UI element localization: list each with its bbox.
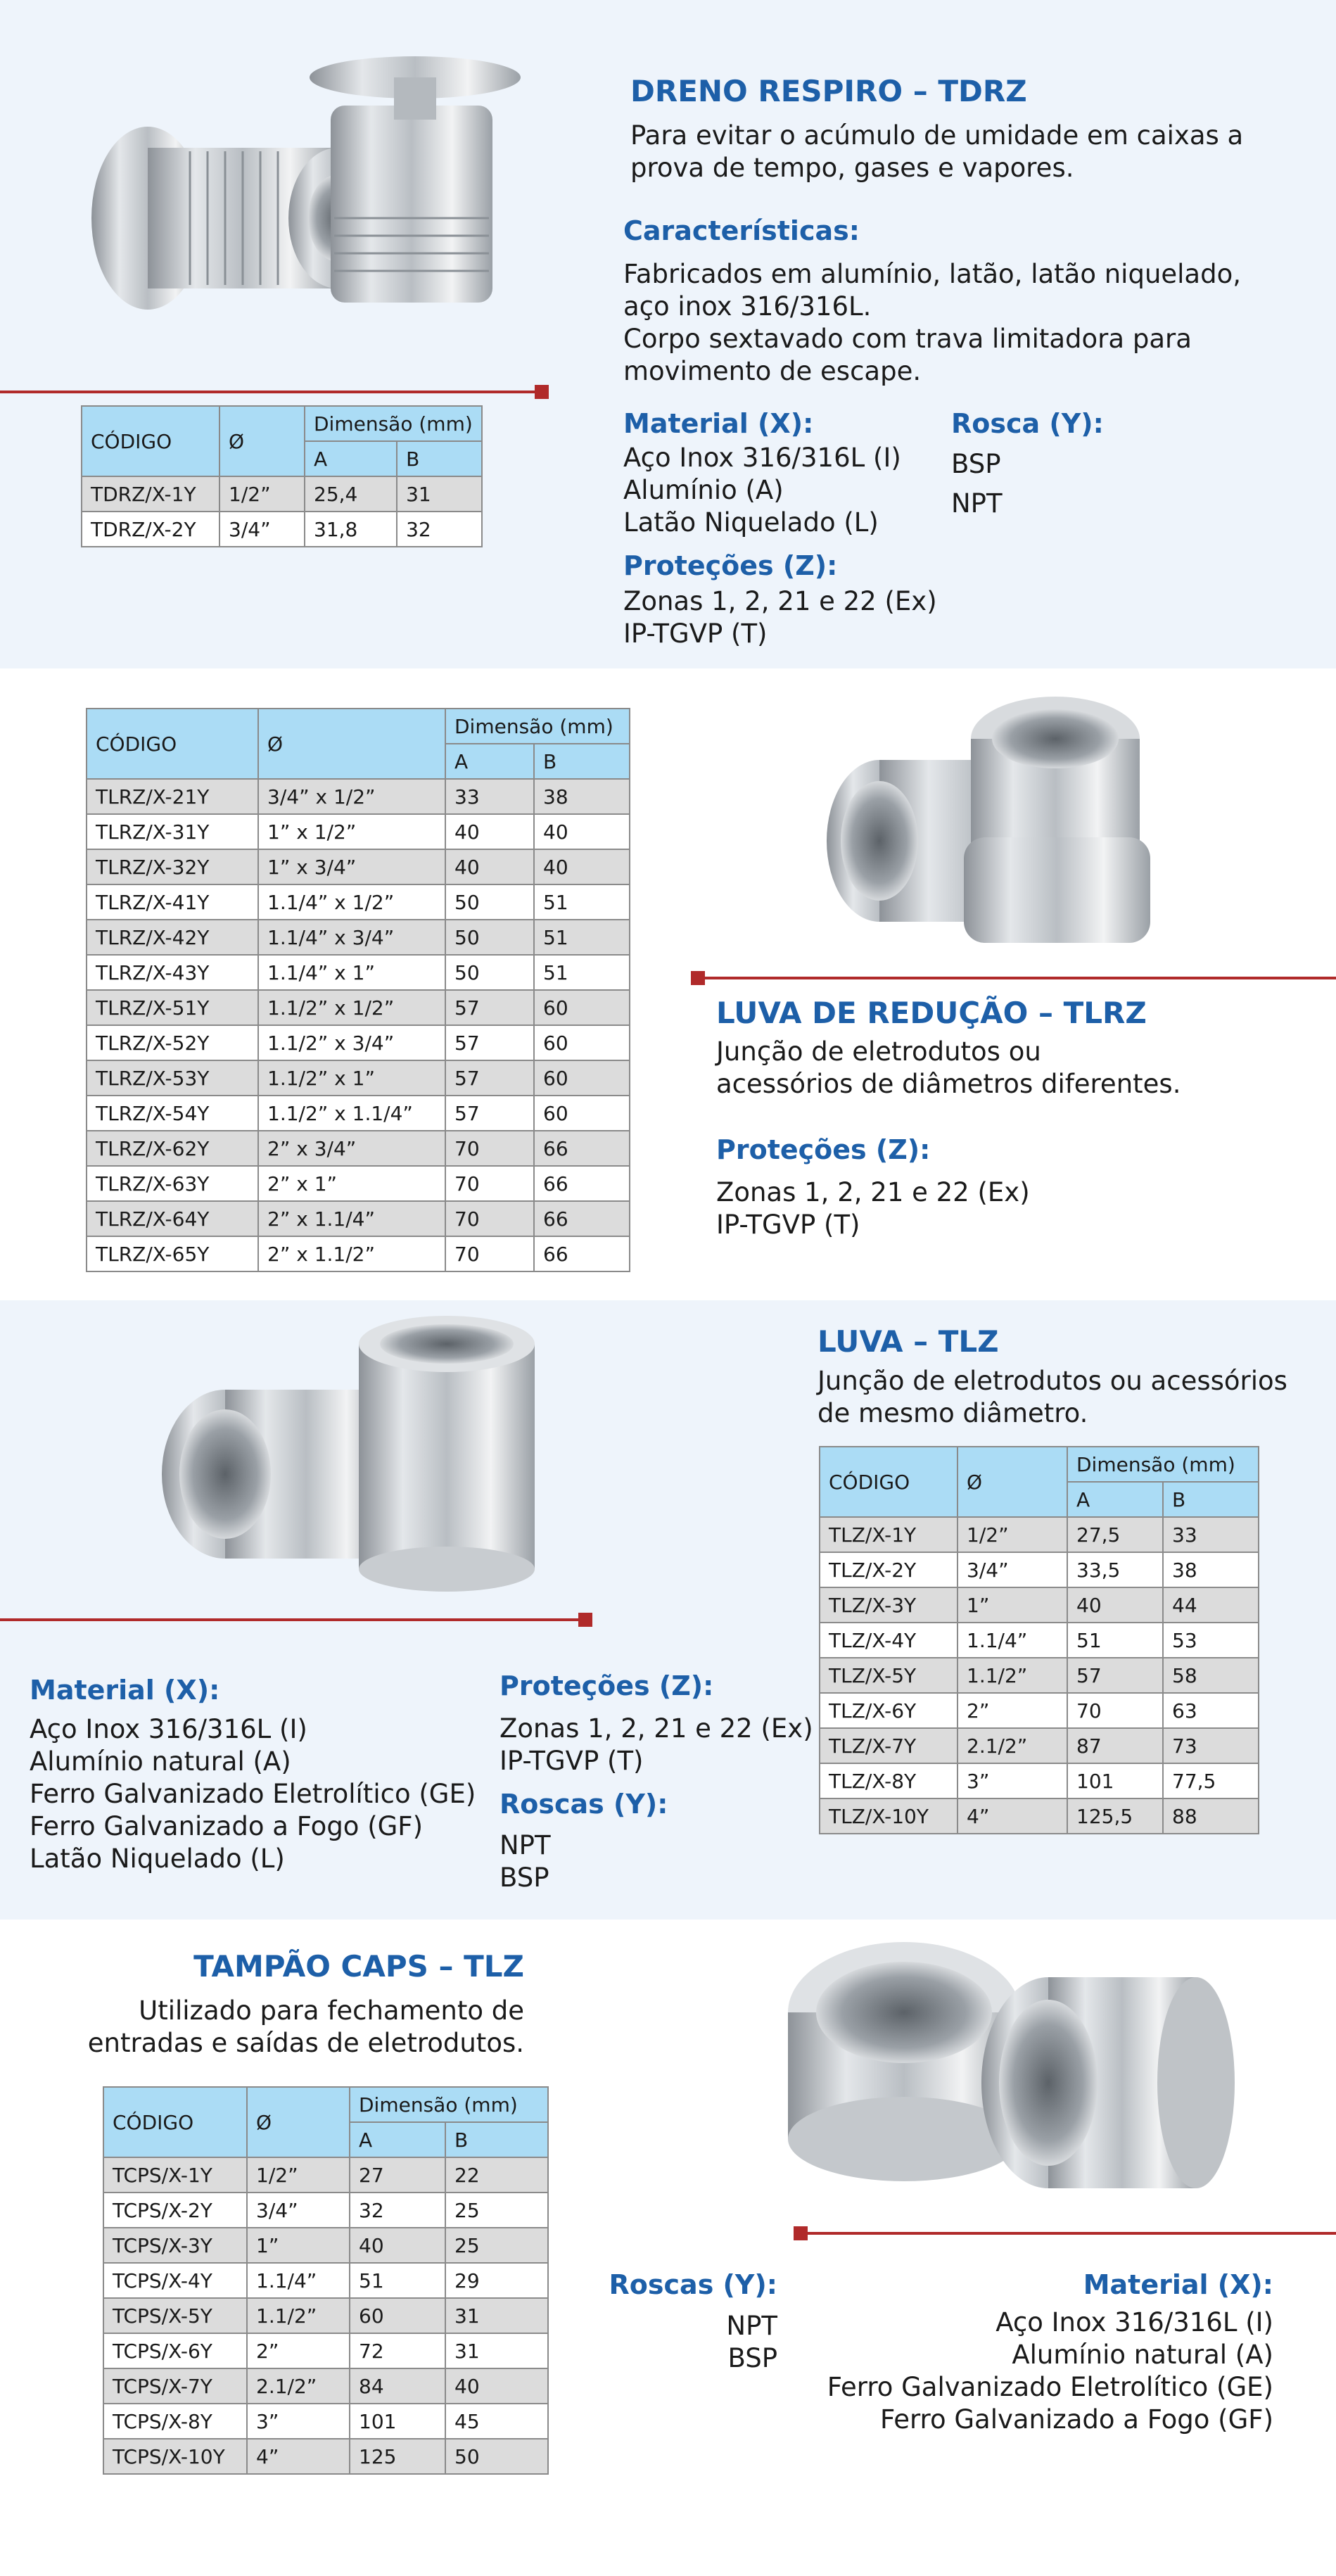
tcps-desc-line: entradas e saídas de eletrodutos. [87,2028,524,2058]
table-row [103,2157,548,2193]
tdrz-protecao-item: IP-TGVP (T) [623,618,768,649]
cell-a: 50 [445,920,534,955]
cell-diametro: 2.1/2” [958,1728,1067,1763]
cell-diametro: 2.1/2” [247,2368,350,2404]
cell-diametro: 2” x 1.1/4” [258,1201,445,1236]
cell-codigo: TLZ/X-8Y [820,1763,958,1798]
cell-diametro: 3/4” [958,1552,1067,1587]
cell-diametro: 1.1/4” [247,2263,350,2298]
tlrz-divider-line [696,977,1336,979]
table-row [82,512,482,547]
cell-codigo: TLRZ/X-21Y [87,779,258,814]
cell-a: 40 [445,814,534,849]
table-row [87,1201,630,1236]
table-row [87,1236,630,1271]
table-row [87,1060,630,1096]
cell-codigo: TLRZ/X-54Y [87,1096,258,1131]
table-row [87,814,630,849]
cell-diametro: 3/4” [220,512,305,547]
tlz-material-item: Alumínio natural (A) [30,1746,291,1777]
cell-diametro: 1.1/4” x 3/4” [258,920,445,955]
cell-b: 66 [534,1166,630,1201]
tlz-material-item: Ferro Galvanizado a Fogo (GF) [30,1811,424,1841]
tlrz-protecoes-title: Proteções (Z): [716,1134,931,1165]
tlz-roscas-title: Roscas (Y): [500,1789,668,1820]
tcps-roscas-list [563,2310,777,2375]
col-header-diametro: Ø [220,406,305,476]
tdrz-caracteristicas [623,258,1241,388]
tcps-divider-marker [794,2226,808,2240]
cell-codigo: TCPS/X-3Y [103,2228,247,2263]
tdrz-material-item: Alumínio (A) [623,475,784,505]
cell-diametro: 1.1/2” x 1.1/4” [258,1096,445,1131]
cell-codigo: TCPS/X-1Y [103,2157,247,2193]
cell-diametro: 1/2” [958,1517,1067,1552]
cell-diametro: 2” x 3/4” [258,1131,445,1166]
col-header-diametro: Ø [958,1447,1067,1517]
tcps-material-item: Ferro Galvanizado Eletrolítico (GE) [827,2372,1273,2402]
cell-codigo: TLZ/X-6Y [820,1693,958,1728]
table-row [103,2263,548,2298]
tdrz-divider-line [0,391,542,393]
cell-b: 60 [534,1096,630,1131]
col-header-dimensao: Dimensão (mm) [350,2087,548,2122]
tcps-divider-line [802,2232,1336,2235]
col-header-a: A [305,441,397,476]
table-row [103,2333,548,2368]
tcps-material-list [781,2307,1273,2436]
cell-a: 70 [445,1131,534,1166]
cell-a: 40 [1067,1587,1163,1623]
cell-codigo: TLRZ/X-63Y [87,1166,258,1201]
col-header-a: A [445,744,534,779]
tdrz-spec-table [81,405,483,547]
cell-b: 58 [1163,1658,1259,1693]
tlz-divider-line [0,1618,587,1621]
cell-b: 22 [445,2157,548,2193]
tdrz-rosca-item: BSP [951,449,1001,479]
tcps-desc-line: Utilizado para fechamento de [139,1996,524,2026]
cell-diametro: 1.1/4” x 1” [258,955,445,990]
cell-codigo: TCPS/X-4Y [103,2263,247,2298]
cell-a: 57 [445,1096,534,1131]
cell-diametro: 1” [247,2228,350,2263]
tlz-material-item: Latão Niquelado (L) [30,1844,285,1874]
tdrz-product-image [49,56,556,366]
cell-diametro: 1” x 1/2” [258,814,445,849]
cell-codigo: TLZ/X-1Y [820,1517,958,1552]
cell-b: 51 [534,920,630,955]
cell-a: 50 [445,884,534,920]
cell-a: 40 [445,849,534,884]
cell-codigo: TCPS/X-7Y [103,2368,247,2404]
tlz-material-item: Aço Inox 316/316L (I) [30,1714,307,1744]
col-header-a: A [1067,1482,1163,1517]
cell-b: 32 [397,512,482,547]
tdrz-caracteristicas-title: Características: [623,215,860,246]
cell-diametro: 1.1/2” x 1” [258,1060,445,1096]
tcps-rosca-item: BSP [727,2343,777,2373]
cell-diametro: 1/2” [247,2157,350,2193]
cell-diametro: 2” [247,2333,350,2368]
cell-a: 25,4 [305,476,397,512]
table-row [820,1763,1259,1798]
col-header-b: B [534,744,630,779]
cell-codigo: TLZ/X-5Y [820,1658,958,1693]
cell-a: 40 [350,2228,445,2263]
cell-codigo: TLZ/X-4Y [820,1623,958,1658]
col-header-dimensao: Dimensão (mm) [1067,1447,1259,1482]
cell-diametro: 3” [247,2404,350,2439]
cell-b: 40 [445,2368,548,2404]
cell-diametro: 1” [958,1587,1067,1623]
tdrz-material-list [623,442,901,539]
table-row [103,2298,548,2333]
tcps-material-item: Ferro Galvanizado a Fogo (GF) [879,2404,1273,2435]
tlrz-description [716,1036,1181,1100]
cell-diametro: 1.1/2” [247,2298,350,2333]
col-header-dimensao: Dimensão (mm) [305,406,482,441]
table-row [87,1025,630,1060]
tlz-divider-marker [578,1613,592,1627]
cell-a: 57 [1067,1658,1163,1693]
cell-a: 70 [445,1236,534,1271]
table-row [103,2228,548,2263]
cell-b: 88 [1163,1798,1259,1834]
tlrz-spec-table [86,708,630,1272]
cell-codigo: TLRZ/X-31Y [87,814,258,849]
cell-b: 31 [445,2333,548,2368]
cell-codigo: TCPS/X-6Y [103,2333,247,2368]
cell-b: 45 [445,2404,548,2439]
col-header-diametro: Ø [247,2087,350,2157]
cell-diametro: 2” [958,1693,1067,1728]
col-header-b: B [445,2122,548,2157]
cell-codigo: TLRZ/X-53Y [87,1060,258,1096]
cell-a: 57 [445,990,534,1025]
col-header-codigo: CÓDIGO [82,406,220,476]
cell-b: 66 [534,1236,630,1271]
table-row [87,779,630,814]
cell-diametro: 2” x 1.1/2” [258,1236,445,1271]
cell-a: 72 [350,2333,445,2368]
col-header-a: A [350,2122,445,2157]
cell-b: 51 [534,884,630,920]
tdrz-rosca-item: NPT [951,488,1003,519]
tdrz-desc-line: Para evitar o acúmulo de umidade em caixas a [630,120,1244,151]
cell-b: 66 [534,1201,630,1236]
tdrz-rosca-list [951,448,1003,520]
tlrz-title: LUVA DE REDUÇÃO – TLRZ [716,996,1147,1030]
cell-b: 40 [534,849,630,884]
cell-a: 57 [445,1060,534,1096]
table-row [87,955,630,990]
tdrz-carac-line: aço inox 316/316L. [623,291,872,322]
cell-a: 31,8 [305,512,397,547]
cell-codigo: TCPS/X-2Y [103,2193,247,2228]
tlz-roscas-list [500,1829,551,1894]
cell-b: 25 [445,2228,548,2263]
table-row [87,990,630,1025]
cell-b: 63 [1163,1693,1259,1728]
tdrz-material-title: Material (X): [623,408,814,439]
table-row [820,1693,1259,1728]
cell-b: 25 [445,2193,548,2228]
cell-codigo: TCPS/X-8Y [103,2404,247,2439]
col-header-codigo: CÓDIGO [87,709,258,779]
cell-diametro: 4” [958,1798,1067,1834]
cell-codigo: TLZ/X-2Y [820,1552,958,1587]
cell-b: 60 [534,1060,630,1096]
cell-codigo: TLRZ/X-62Y [87,1131,258,1166]
cell-codigo: TLRZ/X-52Y [87,1025,258,1060]
cell-a: 70 [1067,1693,1163,1728]
cell-a: 57 [445,1025,534,1060]
table-row [103,2368,548,2404]
cell-diametro: 3/4” x 1/2” [258,779,445,814]
cell-diametro: 1.1/2” x 1/2” [258,990,445,1025]
cell-codigo: TCPS/X-10Y [103,2439,247,2474]
cell-a: 125 [350,2439,445,2474]
tdrz-protecao-item: Zonas 1, 2, 21 e 22 (Ex) [623,586,937,616]
cell-a: 101 [1067,1763,1163,1798]
cell-diametro: 1/2” [220,476,305,512]
tcps-roscas-title: Roscas (Y): [609,2269,777,2300]
tlrz-product-image [816,675,1252,957]
cell-b: 66 [534,1131,630,1166]
cell-b: 31 [445,2298,548,2333]
tcps-spec-table [103,2086,549,2475]
cell-codigo: TLRZ/X-43Y [87,955,258,990]
cell-a: 70 [445,1166,534,1201]
cell-b: 53 [1163,1623,1259,1658]
cell-a: 33 [445,779,534,814]
cell-codigo: TLRZ/X-42Y [87,920,258,955]
cell-b: 44 [1163,1587,1259,1623]
tlz-desc-line: Junção de eletrodutos ou acessórios [817,1366,1287,1396]
tlz-material-list [30,1713,476,1875]
table-row [820,1728,1259,1763]
cell-diametro: 1” x 3/4” [258,849,445,884]
cell-a: 27 [350,2157,445,2193]
tlrz-divider-marker [691,971,705,985]
col-header-codigo: CÓDIGO [820,1447,958,1517]
col-header-b: B [1163,1482,1259,1517]
tcps-title: TAMPÃO CAPS – TLZ [193,1949,524,1984]
cell-b: 38 [534,779,630,814]
cell-a: 101 [350,2404,445,2439]
cell-diametro: 1.1/2” x 3/4” [258,1025,445,1060]
cell-codigo: TLRZ/X-65Y [87,1236,258,1271]
tlz-rosca-item: NPT [500,1830,551,1860]
table-row [87,1096,630,1131]
tlz-title: LUVA – TLZ [817,1324,999,1359]
tlrz-protecoes-list [716,1176,1030,1241]
col-header-diametro: Ø [258,709,445,779]
table-row [87,849,630,884]
tdrz-divider-marker [535,385,549,399]
col-header-codigo: CÓDIGO [103,2087,247,2157]
cell-codigo: TLRZ/X-51Y [87,990,258,1025]
cell-b: 31 [397,476,482,512]
tlz-spec-table [819,1446,1259,1834]
tdrz-material-item: Latão Niquelado (L) [623,507,879,538]
cell-b: 73 [1163,1728,1259,1763]
tlrz-desc-line: acessórios de diâmetros diferentes. [716,1069,1181,1099]
tcps-product-image [781,1914,1245,2238]
cell-diametro: 1.1/2” [958,1658,1067,1693]
cell-a: 60 [350,2298,445,2333]
tlz-protecao-item: Zonas 1, 2, 21 e 22 (Ex) [500,1713,813,1744]
cell-codigo: TLZ/X-10Y [820,1798,958,1834]
tlz-rosca-item: BSP [500,1863,549,1893]
table-row [820,1552,1259,1587]
tdrz-rosca-title: Rosca (Y): [951,408,1104,439]
cell-diametro: 3” [958,1763,1067,1798]
tlz-desc-line: de mesmo diâmetro. [817,1398,1088,1428]
tlz-product-image [141,1316,563,1597]
cell-diametro: 3/4” [247,2193,350,2228]
tdrz-description [630,120,1243,184]
tlrz-protecao-item: Zonas 1, 2, 21 e 22 (Ex) [716,1177,1030,1207]
cell-codigo: TLRZ/X-41Y [87,884,258,920]
cell-a: 33,5 [1067,1552,1163,1587]
cell-codigo: TLRZ/X-32Y [87,849,258,884]
table-row [103,2404,548,2439]
tcps-description [42,1995,524,2060]
tdrz-desc-line: prova de tempo, gases e vapores. [630,153,1074,183]
cell-a: 51 [350,2263,445,2298]
tlz-material-item: Ferro Galvanizado Eletrolítico (GE) [30,1779,476,1809]
tcps-rosca-item: NPT [726,2311,777,2341]
tdrz-carac-line: movimento de escape. [623,356,922,386]
col-header-b: B [397,441,482,476]
cell-codigo: TCPS/X-5Y [103,2298,247,2333]
cell-a: 32 [350,2193,445,2228]
tdrz-protecoes-list [623,585,937,650]
tlrz-desc-line: Junção de eletrodutos ou [716,1036,1041,1067]
table-row [820,1798,1259,1834]
table-row [82,476,482,512]
cell-b: 29 [445,2263,548,2298]
table-row [103,2193,548,2228]
cell-b: 38 [1163,1552,1259,1587]
cell-diametro: 2” x 1” [258,1166,445,1201]
tcps-material-title: Material (X): [1083,2269,1273,2300]
cell-a: 70 [445,1201,534,1236]
cell-a: 125,5 [1067,1798,1163,1834]
cell-codigo: TLRZ/X-64Y [87,1201,258,1236]
cell-diametro: 1.1/4” [958,1623,1067,1658]
tlz-description [817,1365,1287,1430]
cell-codigo: TDRZ/X-1Y [82,476,220,512]
tlz-material-title: Material (X): [30,1675,220,1706]
cell-a: 27,5 [1067,1517,1163,1552]
cell-a: 50 [445,955,534,990]
tdrz-protecoes-title: Proteções (Z): [623,550,838,581]
tdrz-material-item: Aço Inox 316/316L (I) [623,443,901,473]
tcps-material-item: Alumínio natural (A) [1012,2340,1273,2370]
table-row [820,1658,1259,1693]
cell-diametro: 1.1/4” x 1/2” [258,884,445,920]
table-row [87,1166,630,1201]
cell-b: 77,5 [1163,1763,1259,1798]
cell-b: 33 [1163,1517,1259,1552]
cell-b: 60 [534,1025,630,1060]
cell-codigo: TLZ/X-3Y [820,1587,958,1623]
table-row [87,884,630,920]
cell-a: 84 [350,2368,445,2404]
cell-a: 87 [1067,1728,1163,1763]
cell-a: 51 [1067,1623,1163,1658]
tdrz-carac-line: Corpo sextavado com trava limitadora para [623,324,1192,354]
table-row [820,1517,1259,1552]
cell-b: 40 [534,814,630,849]
col-header-dimensao: Dimensão (mm) [445,709,630,744]
cell-diametro: 4” [247,2439,350,2474]
table-row [87,920,630,955]
table-row [820,1587,1259,1623]
tlz-protecoes-list [500,1713,813,1777]
table-row [103,2439,548,2474]
cell-b: 60 [534,990,630,1025]
tlz-protecao-item: IP-TGVP (T) [500,1746,644,1776]
cell-b: 50 [445,2439,548,2474]
tcps-material-item: Aço Inox 316/316L (I) [995,2307,1273,2337]
tdrz-carac-line: Fabricados em alumínio, latão, latão niquelado, [623,259,1241,289]
cell-codigo: TDRZ/X-2Y [82,512,220,547]
table-row [87,1131,630,1166]
cell-codigo: TLZ/X-7Y [820,1728,958,1763]
tdrz-title: DRENO RESPIRO – TDRZ [630,74,1027,108]
tlrz-protecao-item: IP-TGVP (T) [716,1210,860,1240]
table-row [820,1623,1259,1658]
tlz-protecoes-title: Proteções (Z): [500,1670,714,1701]
cell-b: 51 [534,955,630,990]
